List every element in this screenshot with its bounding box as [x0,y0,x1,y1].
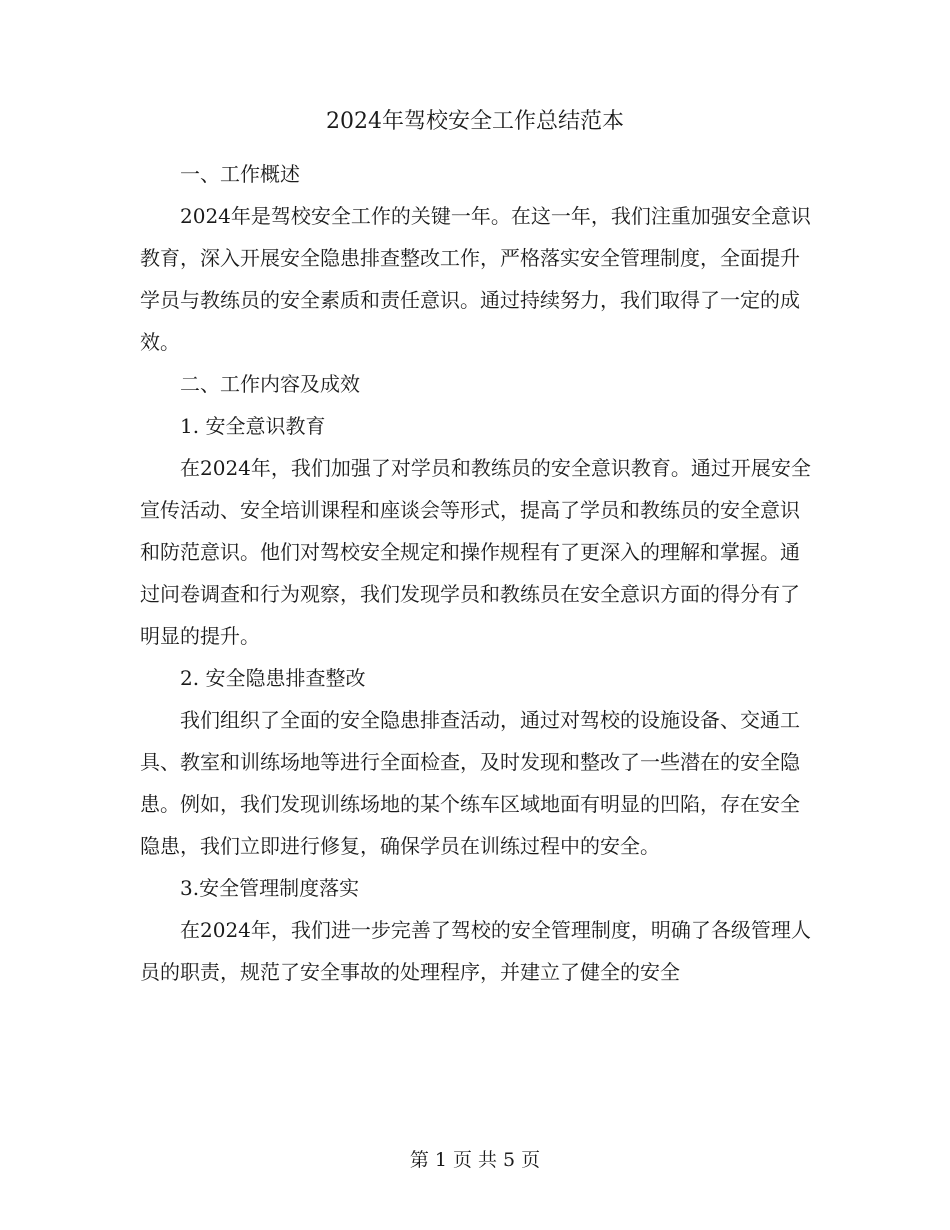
item-heading-safety-awareness: 1. 安全意识教育 [180,414,326,438]
paragraph-management-system: 在2024年，我们进一步完善了驾校的安全管理制度，明确了各级管理人员的职责，规范了安全事故的处理程序，并建立了健全的安全 [140,918,811,984]
item-heading-hazard-inspection: 2. 安全隐患排查整改 [180,666,366,690]
section-heading-content: 二、工作内容及成效 [180,372,360,396]
document-title: 2024年驾校安全工作总结范本 [326,109,624,134]
document-body [140,153,812,993]
item-heading-management-system: 3.安全管理制度落实 [180,876,360,900]
paragraph-overview: 2024年是驾校安全工作的关键一年。在这一年，我们注重加强安全意识教育，深入开展安全隐患排查整改工作，严格落实安全管理制度，全面提升学员与教练员的安全素质和责任意识。通过持续努力，我们取得了一定的成效。 [140,204,811,354]
section-heading-overview: 一、工作概述 [180,162,300,186]
page-indicator: 第 1 页 共 5 页 [409,1149,541,1171]
paragraph-hazard-inspection: 我们组织了全面的安全隐患排查活动，通过对驾校的设施设备、交通工具、教室和训练场地等进行全面检查，及时发现和整改了一些潜在的安全隐患。例如，我们发现训练场地的某个练车区域地面有明显的凹陷，存在安全隐患，我们立即进行修复，确保学员在训练过程中的安全。 [140,708,800,858]
paragraph-safety-awareness: 在2024年，我们加强了对学员和教练员的安全意识教育。通过开展安全宣传活动、安全培训课程和座谈会等形式，提高了学员和教练员的安全意识和防范意识。他们对驾校安全规定和操作规程有了更深入的理解和掌握。通过问卷调查和行为观察，我们发现学员和教练员在安全意识方面的得分有了明显的提升。 [140,456,811,648]
